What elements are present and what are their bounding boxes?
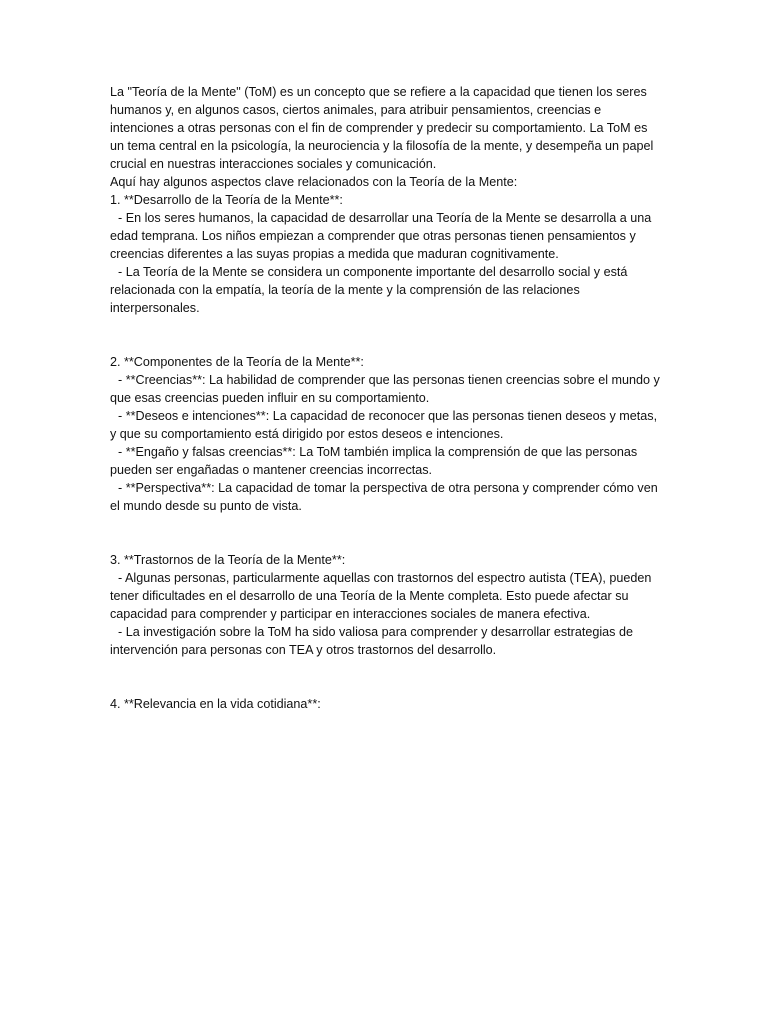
section-item: - **Deseos e intenciones**: La capacidad de reconocer que las personas tienen deseos y metas, y que su comportamiento está dirigido por estos deseos e intenciones.	[110, 409, 658, 441]
section-1	[110, 191, 660, 317]
section-3	[110, 551, 660, 659]
section-item: - **Creencias**: La habilidad de comprender que las personas tienen creencias sobre el mundo y que esas creencias pueden influir en su comportamiento.	[110, 373, 660, 405]
lead-paragraph: Aquí hay algunos aspectos clave relacionados con la Teoría de la Mente:	[110, 175, 518, 189]
section-item: - **Engaño y falsas creencias**: La ToM también implica la comprensión de que las personas pueden ser engañadas o mantener creencias incorrectas.	[110, 445, 638, 477]
section-item: - La Teoría de la Mente se considera un componente importante del desarrollo social y está relacionada con la empatía, la teoría de la mente y la comprensión de las relaciones interpersonales.	[110, 265, 628, 315]
section-item: - Algunas personas, particularmente aquellas con trastornos del espectro autista (TEA), pueden tener dificultades en el desarrollo de una Teoría de la Mente completa. Esto puede afectar su capacidad para comprender y participar en interacciones sociales de manera efectiva.	[110, 571, 652, 621]
section-item: - **Perspectiva**: La capacidad de tomar la perspectiva de otra persona y comprender cómo ven el mundo desde su punto de vista.	[110, 481, 658, 513]
section-item: - En los seres humanos, la capacidad de desarrollar una Teoría de la Mente se desarrolla a una edad temprana. Los niños empiezan a comprender que otras personas tienen pensamientos y creencias diferentes a las suyas propias a medida que maduran cognitivamente.	[110, 211, 652, 261]
intro-paragraph: La "Teoría de la Mente" (ToM) es un concepto que se refiere a la capacidad que tienen los seres humanos y, en algunos casos, ciertos animales, para atribuir pensamientos, creencias e intenciones a otras personas con el fin de comprender y predecir su comportamiento. La ToM es un tema central en la psicología, la neurociencia y la filosofía de la mente, y desempeña un papel crucial en nuestras interacciones sociales y comunicación.	[110, 85, 654, 171]
section-2	[110, 353, 660, 515]
section-heading: 4. **Relevancia en la vida cotidiana**:	[110, 697, 321, 711]
section-heading: 2. **Componentes de la Teoría de la Mente**:	[110, 355, 364, 369]
section-heading: 1. **Desarrollo de la Teoría de la Mente**:	[110, 193, 343, 207]
section-4	[110, 695, 660, 713]
section-heading: 3. **Trastornos de la Teoría de la Mente**:	[110, 553, 346, 567]
section-item: - La investigación sobre la ToM ha sido valiosa para comprender y desarrollar estrategias de intervención para personas con TEA y otros trastornos del desarrollo.	[110, 625, 633, 657]
